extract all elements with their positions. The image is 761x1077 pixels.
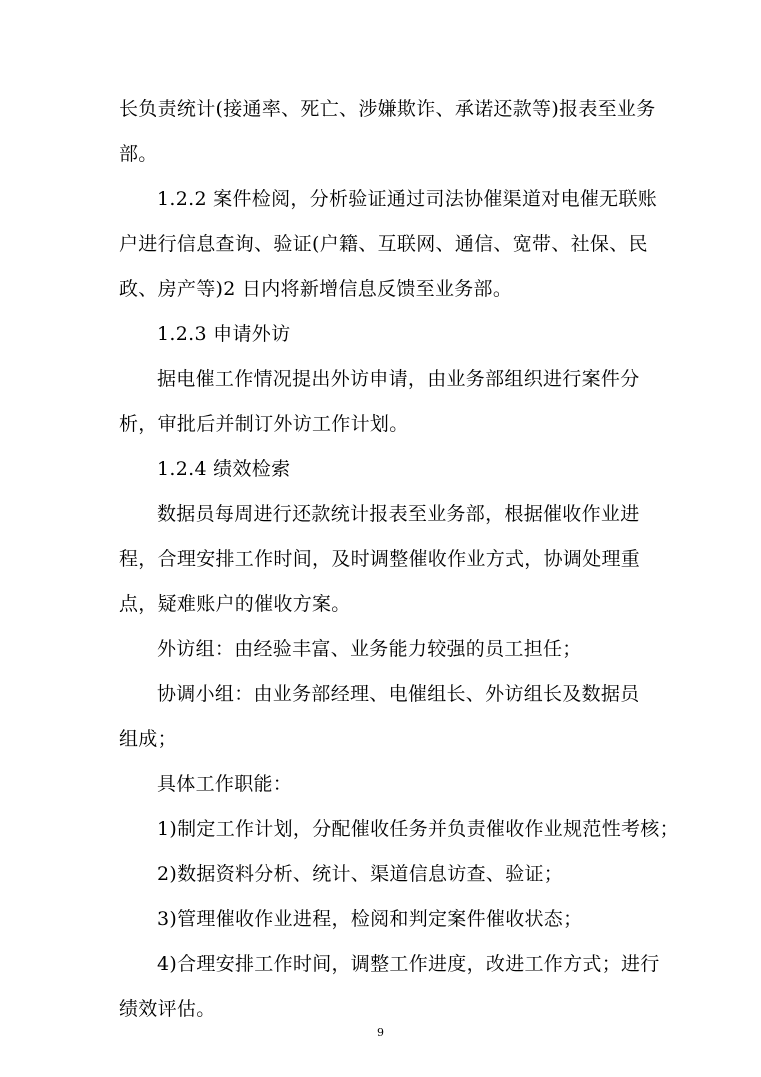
text-line: 程，合理安排工作时间，及时调整催收作业方式，协调处理重 bbox=[119, 548, 641, 570]
text-line: 据电催工作情况提出外访申请，由业务部组织进行案件分 bbox=[157, 368, 640, 390]
list-item: 4)合理安排工作时间，调整工作进度，改进工作方式；进行 bbox=[157, 953, 660, 975]
section-heading: 1.2.3 申请外访 bbox=[157, 323, 291, 345]
section-heading: 1.2.4 绩效检索 bbox=[157, 458, 291, 480]
list-item: 1)制定工作计划，分配催收任务并负责催收作业规范性考核； bbox=[157, 818, 679, 840]
text-line: 析，审批后并制订外访工作计划。 bbox=[119, 413, 409, 435]
text-line: 外访组：由经验丰富、业务能力较强的员工担任； bbox=[157, 638, 582, 660]
text-line: 点，疑难账户的催收方案。 bbox=[119, 593, 351, 615]
list-item: 3)管理催收作业进程，检阅和判定案件催收状态； bbox=[157, 908, 583, 930]
text-line: 部。 bbox=[119, 143, 158, 165]
list-item: 2)数据资料分析、统计、渠道信息访查、验证； bbox=[157, 863, 564, 885]
text-line: 协调小组：由业务部经理、电催组长、外访组长及数据员 bbox=[157, 683, 640, 705]
text-line: 数据员每周进行还款统计报表至业务部，根据催收作业进 bbox=[157, 503, 640, 525]
text-line: 组成； bbox=[119, 728, 177, 750]
text-line: 绩效评估。 bbox=[119, 998, 216, 1020]
text-line: 具体工作职能： bbox=[157, 773, 293, 795]
text-line: 户进行信息查询、验证(户籍、互联网、通信、宽带、社保、民 bbox=[119, 233, 648, 255]
page-number: 9 bbox=[377, 1026, 384, 1039]
text-line: 政、房产等)2 日内将新增信息反馈至业务部。 bbox=[119, 278, 513, 300]
text-line: 长负责统计(接通率、死亡、涉嫌欺诈、承诺还款等)报表至业务 bbox=[119, 98, 656, 120]
text-line: 1.2.2 案件检阅，分析验证通过司法协催渠道对电催无联账 bbox=[157, 188, 658, 210]
